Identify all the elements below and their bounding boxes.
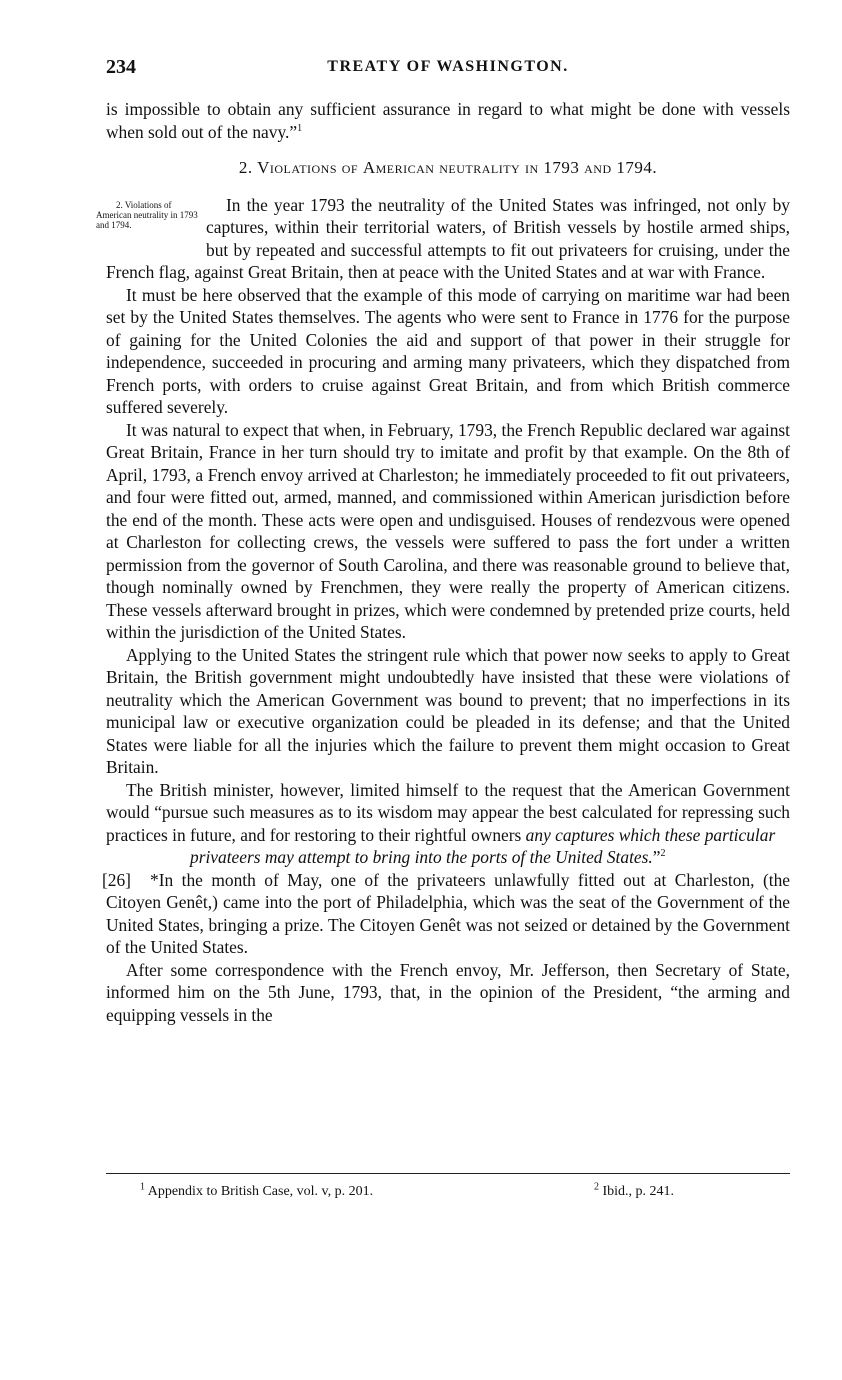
paragraph-4: Applying to the United States the stringent rule which that power now seeks to apply to Great Britain, the British government might undoubtedly have insisted that these were violations of neutrality which the American Government was bound to prevent; that no imperfections in its municipal law or executive organization could be pleaded in its defense; and that the United States were liable for all the injuries which the failure to prevent them might occasion to Great Britain. xyxy=(106,644,790,777)
original-page-marker: [26] xyxy=(102,869,131,890)
paragraph-3: It was natural to expect that when, in February, 1793, the French Republic declared war against Great Britain, France in her turn should try to imitate and profit by that example. On the 8th of April, 1793, a French envoy arrived at Charleston; he immediately proceeded to fit out privateers, and four were fitted out, armed, manned, and commissioned within American jurisdiction before the end of the month. These acts were open and undisguised. Houses of rendezvous were opened at Charleston for collecting crews, the vessels were suffered to pass the fort under a written permission from the governor of South Carolina, and there was reasonable ground to believe that, though nominally owned by Frenchmen, they were really the property of American citizens. These vessels afterward brought in prizes, which were condemned by pretended prize courts, held within the jurisdiction of the United States. xyxy=(106,419,790,642)
footnote-ref-2: 2 xyxy=(660,848,666,860)
section-title-part-1: Violations of American neutrality in 1793 and 1794. xyxy=(257,158,658,177)
paragraph-7: After some correspondence with the French envoy, Mr. Jefferson, then Secretary of State, informed him on the 5th June, 1793, that, in the opinion of the President, “the arming and equipping vessels in the xyxy=(106,959,790,1025)
paragraph-6: [26] *In the month of May, one of the privateers unlawfully fitted out at Charleston, (the Citoyen Genêt,) came into the port of Philadelphia, which was the seat of the Government of the United States, bringing a prize. The Citoyen Genêt was not seized or detained by the Government of the United States. xyxy=(102,869,790,957)
page-header xyxy=(106,56,790,82)
paragraph-2: It must be here observed that the example of this mode of carrying on maritime war had been set by the United States themselves. The agents who were sent to France in 1776 for the purpose of gaining for the United Colonies the aid and support of that power in their struggle for independence, succeeded in procuring and arming many privateers, which they dispatched from French ports, with orders to cruise against Great Britain, and from which British commerce suffered severely. xyxy=(106,284,790,417)
carry-over-paragraph xyxy=(106,98,790,143)
footnote-rule xyxy=(106,1173,790,1174)
section-number: 2. xyxy=(238,158,253,177)
paragraph-5: The British minister, however, limited himself to the request that the American Government would “pursue such measures as to its wisdom may appear the best calculated for repressing such practices in future, and for restoring to their rightful owners any captures which these particular xyxy=(106,779,790,845)
paragraph-5-continued: privateers may attempt to bring into the ports of the United States.”$^2$ xyxy=(190,847,666,867)
running-title: TREATY OF WASHINGTON. xyxy=(327,58,569,75)
footnote-1: $^1$ Appendix to British Case, vol. v, p. 201. xyxy=(140,1181,374,1199)
paragraph-1: 2. Violations of American neutrality in 1793 and 1794. In the year 1793 the neutrality of the United States was infringed, not only by captures, within their territorial waters, of British vessels by hostile armed ships, but by repeated and successful attempts to fit out privateers for cruising, under the French flag, against Great Britain, then at peace with the United States and at war with France. xyxy=(96,194,790,282)
footnote-ref-1: 1 xyxy=(297,122,303,134)
carry-over-text: is impossible to obtain any sufficient assurance in regard to what might be done with vessels when sold out of the navy.” xyxy=(106,99,790,142)
section-heading xyxy=(106,157,790,180)
footnote-2: $^2$ Ibid., p. 241. xyxy=(594,1181,675,1199)
page-body xyxy=(96,98,790,1026)
page-number: 234 xyxy=(106,56,136,78)
margin-note: 2. Violations of American neutrality in 1793 and 1794. xyxy=(96,199,198,230)
